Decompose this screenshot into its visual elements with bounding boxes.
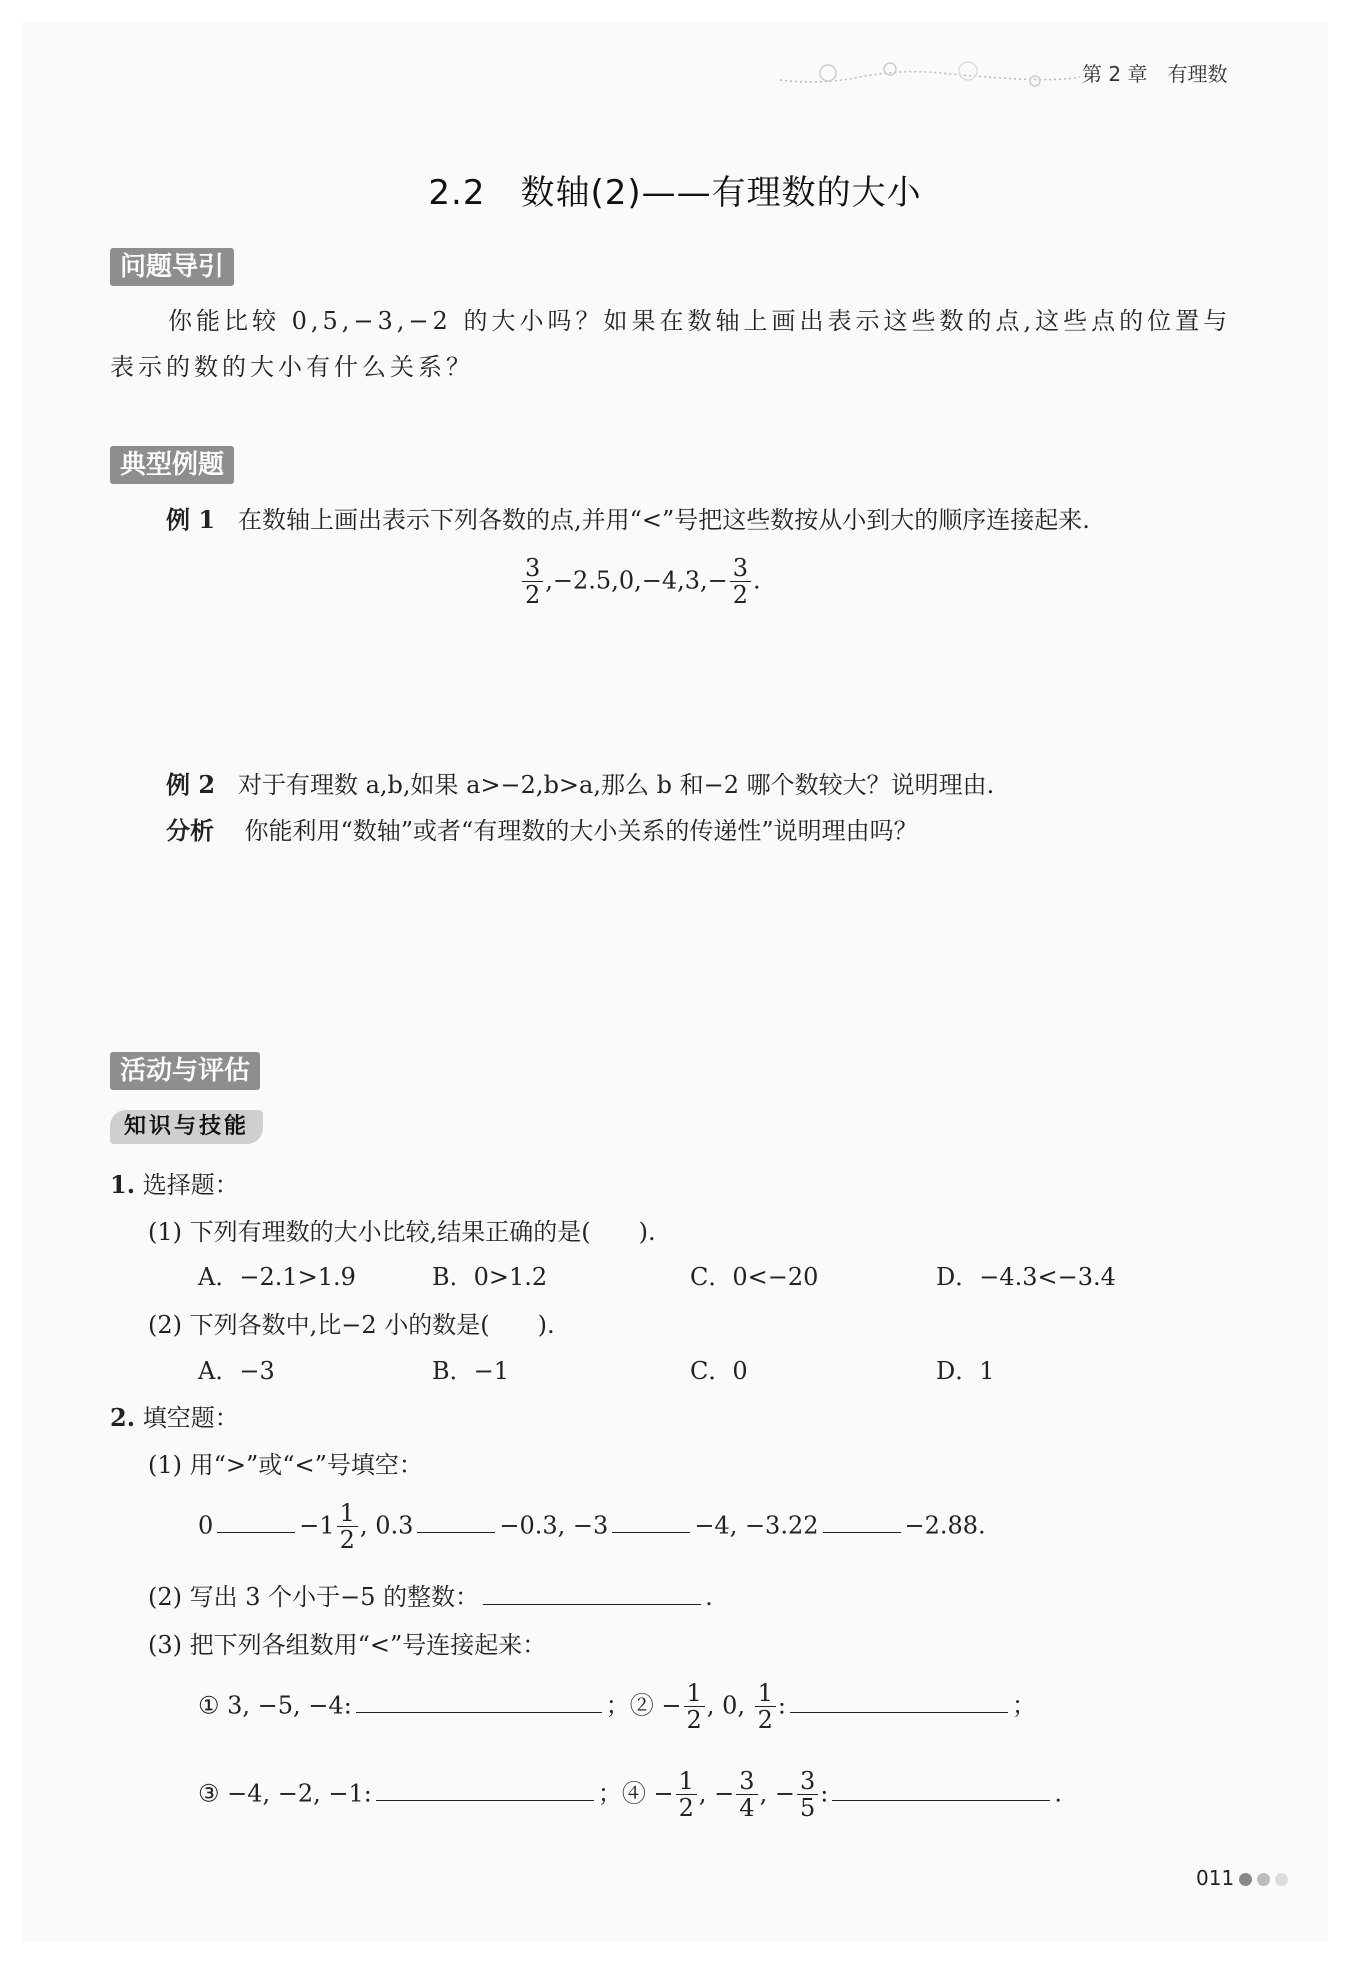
example-1 <box>166 505 1090 535</box>
q2-part-2: (2) 写出 3 个小于−5 的整数： . <box>148 1583 713 1611</box>
fraction: $\frac{1}{2}$ <box>684 1680 705 1734</box>
fraction: $\frac{3}{5}$ <box>797 1768 818 1822</box>
q2-part-1: (1) 用“>”或“<”号填空： <box>148 1451 423 1479</box>
q2-p3-group-3-4: ③ −4, −2, −1: ；④ − $\frac{1}{2}$ , − $\frac{3}{4}$ , − $\frac{3}{5}$ : . <box>198 1767 1062 1823</box>
section-tag-activities: 活动与评估 <box>110 1052 260 1090</box>
example-1-label: 例 1 <box>166 505 216 534</box>
page-number <box>1196 1866 1288 1890</box>
example-1-numbers <box>520 555 761 609</box>
q1-p1-option-a: A．−2.1>1.9 <box>198 1263 356 1291</box>
q2-p3-group-1-2: ① 3, −5, −4: ；② − $\frac{1}{2}$ , 0, $\frac{1}{2}$ : ； <box>198 1679 1036 1735</box>
answer-blank[interactable] <box>612 1530 690 1533</box>
q2-part-3: (3) 把下列各组数用“<”号连接起来： <box>148 1631 547 1659</box>
dot-icon <box>1257 1873 1270 1886</box>
answer-blank[interactable] <box>823 1530 901 1533</box>
dot-icon <box>1275 1873 1288 1886</box>
q1-p2-option-a: A．−3 <box>198 1357 275 1385</box>
dot-icon <box>1239 1873 1252 1886</box>
answer-blank[interactable] <box>417 1530 495 1533</box>
answer-blank[interactable] <box>376 1798 594 1801</box>
subsection-tag-knowledge: 知识与技能 <box>110 1110 263 1144</box>
fraction: $\frac{3}{4}$ <box>736 1768 757 1822</box>
fraction: $\frac{1}{2}$ <box>755 1680 776 1734</box>
answer-blank[interactable] <box>356 1710 602 1713</box>
period: . <box>753 566 761 595</box>
analysis <box>166 816 918 846</box>
intro-line-2: 表示的数的大小有什么关系？ <box>110 353 474 381</box>
example-2-label: 例 2 <box>166 770 216 799</box>
example-2 <box>166 770 994 800</box>
answer-blank[interactable] <box>790 1710 1008 1713</box>
q2-p1-comparisons: 0 −1 $\frac{1}{2}$ , 0.3 −0.3, −3 −4, −3.22 −2.88. <box>198 1499 986 1555</box>
q1-p1-option-b: B．0>1.2 <box>432 1263 548 1291</box>
answer-blank[interactable] <box>832 1798 1050 1801</box>
q1-p2-option-c: C．0 <box>690 1357 748 1385</box>
intro-line-1: 你能比较 0,5,−3,−2 的大小吗？如果在数轴上画出表示这些数的点,这些点的位置与 <box>168 307 1232 335</box>
q1-p2-option-d: D．1 <box>936 1357 995 1385</box>
analysis-text: 你能利用“数轴”或者“有理数的大小关系的传递性”说明理由吗？ <box>244 817 918 845</box>
q1-p1-option-d: D．−4.3<−3.4 <box>936 1263 1116 1291</box>
q1-part-1: (1) 下列有理数的大小比较,结果正确的是( ). <box>148 1218 656 1246</box>
answer-blank[interactable] <box>483 1602 701 1605</box>
example-2-text: 对于有理数 a,b,如果 a>−2,b>a,那么 b 和−2 哪个数较大？说明理由. <box>237 771 995 799</box>
analysis-label: 分析 <box>166 816 214 845</box>
chapter-header: 第 2 章 有理数 <box>1082 62 1228 86</box>
question-2 <box>110 1403 239 1433</box>
q1-part-2: (2) 下列各数中,比−2 小的数是( ). <box>148 1311 555 1339</box>
q1-p1-option-c: C．0<−20 <box>690 1263 819 1291</box>
fraction: $\frac{1}{2}$ <box>676 1768 697 1822</box>
section-tag-examples: 典型例题 <box>110 446 234 484</box>
page-title: 2.2 数轴(2)——有理数的大小 <box>428 173 922 213</box>
q1-p2-option-b: B．−1 <box>432 1357 510 1385</box>
question-1 <box>110 1170 239 1200</box>
page-number-text: 011 <box>1196 1866 1235 1890</box>
question-2-title: 填空题： <box>142 1404 239 1432</box>
fraction: $\frac{3}{2}$ <box>730 555 751 609</box>
answer-blank[interactable] <box>217 1530 295 1533</box>
fraction: $\frac{1}{2}$ <box>337 1500 358 1554</box>
question-1-title: 选择题： <box>142 1171 239 1199</box>
header-wave-decoration <box>780 55 1080 95</box>
numbers-list: ,−2.5,0,−4,3,− <box>545 566 728 595</box>
section-tag-intro: 问题导引 <box>110 248 234 286</box>
question-1-number: 1. <box>110 1170 136 1199</box>
fraction: $\frac{3}{2}$ <box>522 555 543 609</box>
question-2-number: 2. <box>110 1403 136 1432</box>
example-1-text: 在数轴上画出表示下列各数的点,并用“<”号把这些数按从小到大的顺序连接起来. <box>237 506 1090 534</box>
